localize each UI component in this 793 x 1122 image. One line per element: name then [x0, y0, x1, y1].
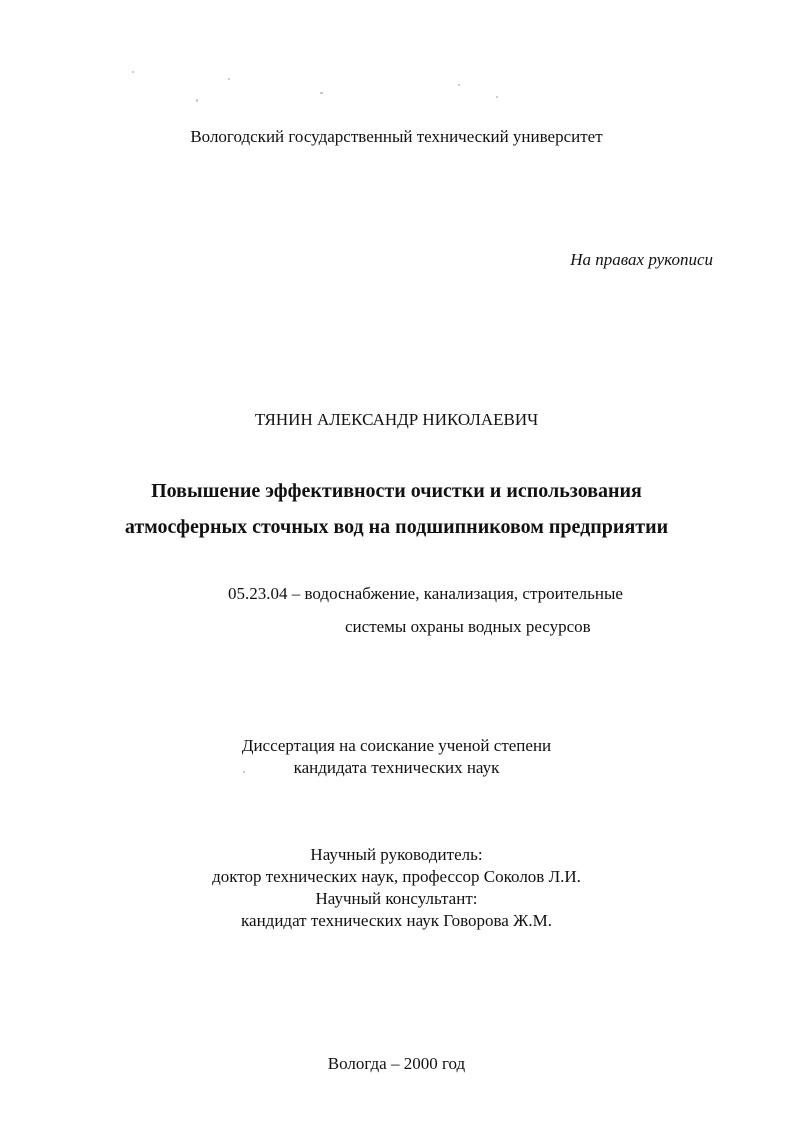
degree-line-1: Диссертация на соискание ученой степени [241, 736, 552, 755]
scan-speck [458, 84, 460, 86]
consultant-name: кандидат технических наук Говорова Ж.М. [241, 911, 552, 930]
dissertation-title-line-2: атмосферных сточных вод на подшипниковом предприятии [124, 516, 669, 538]
consultant-label: Научный консультант: [315, 889, 478, 908]
university-name: Вологодский государственный технический университет [190, 127, 603, 146]
scan-speck [132, 71, 134, 73]
author-name: ТЯНИН АЛЕКСАНДР НИКОЛАЕВИЧ [254, 410, 539, 429]
supervisor-label: Научный руководитель: [310, 845, 483, 864]
specialty-line-2: системы охраны водных ресурсов [345, 617, 591, 636]
dissertation-title-line-1: Повышение эффективности очистки и использования [151, 480, 642, 502]
specialty-line-1: 05.23.04 – водоснабжение, канализация, строительные [228, 584, 623, 603]
scan-speck [228, 78, 230, 80]
city-year: Вологда – 2000 год [327, 1054, 466, 1073]
degree-line-2: кандидата технических наук [293, 758, 500, 777]
scan-speck [320, 92, 323, 94]
scan-speck [196, 99, 198, 102]
rights-note: На правах рукописи [570, 250, 713, 269]
supervisor-name: доктор технических наук, профессор Соколов Л.И. [212, 867, 581, 886]
scan-speck [496, 96, 498, 98]
